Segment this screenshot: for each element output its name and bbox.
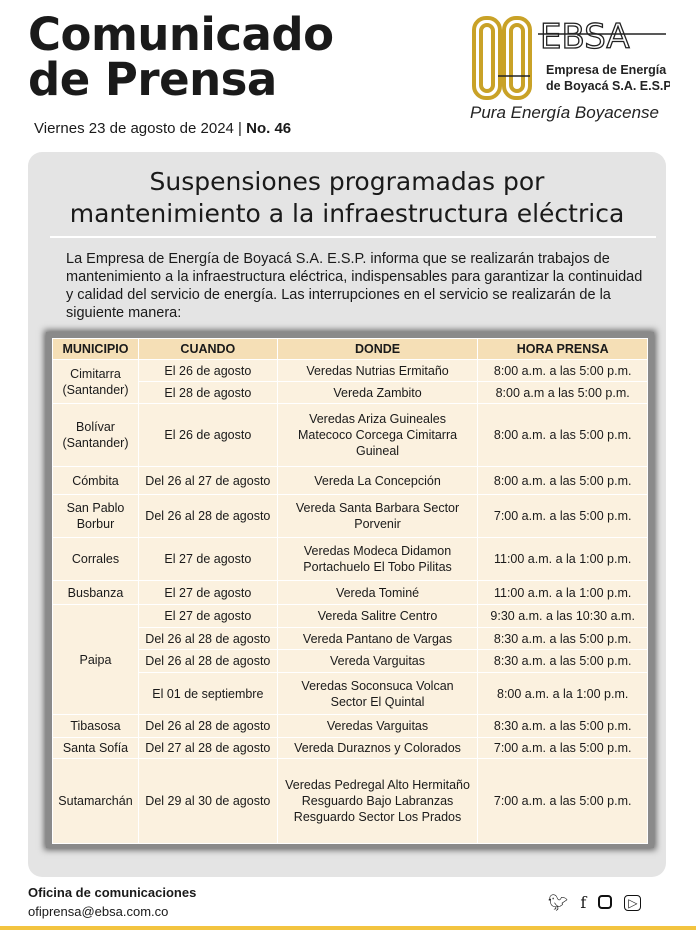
- cell-cuando: El 27 de agosto: [138, 605, 277, 628]
- table-row: [53, 538, 648, 581]
- cell-hora: 7:00 a.m. a las 5:00 p.m.: [478, 738, 648, 759]
- cell-hora: 11:00 a.m. a la 1:00 p.m.: [478, 538, 648, 581]
- cell-cuando: El 26 de agosto: [138, 404, 277, 467]
- cell-donde: Veredas Varguitas: [277, 715, 478, 738]
- cell-municipio: Sutamarchán: [53, 759, 139, 844]
- table-row: [53, 382, 648, 404]
- table-header-row: [53, 339, 648, 360]
- cell-hora: 8:00 a.m. a las 5:00 p.m.: [478, 404, 648, 467]
- table-row: [53, 360, 648, 382]
- logo-brand: EBSA: [540, 17, 630, 57]
- accent-bar: [0, 926, 696, 930]
- date: Viernes 23 de agosto de 2024 |: [34, 120, 242, 137]
- cell-cuando: El 27 de agosto: [138, 581, 277, 605]
- cell-hora: 8:30 a.m. a las 5:00 p.m.: [478, 650, 648, 673]
- cell-donde: Veredas Modeca Didamon Portachuelo El Tobo Pilitas: [277, 538, 478, 581]
- cell-municipio: Santa Sofía: [53, 738, 139, 759]
- cell-hora: 11:00 a.m. a la 1:00 p.m.: [478, 581, 648, 605]
- cell-donde: Vereda Santa Barbara Sector Porvenir: [277, 495, 478, 538]
- table-row: [53, 467, 648, 495]
- office-name: Oficina de comunicaciones: [28, 885, 197, 900]
- divider: [50, 236, 656, 238]
- heading: [28, 166, 666, 230]
- ebsa-logo-mark: [470, 14, 670, 134]
- table-row: [53, 581, 648, 605]
- cell-hora: 8:00 a.m. a la 1:00 p.m.: [478, 673, 648, 715]
- table-row: [53, 759, 648, 844]
- header-cuando: CUANDO: [138, 339, 277, 360]
- table-row: [53, 673, 648, 715]
- cell-cuando: Del 27 al 28 de agosto: [138, 738, 277, 759]
- heading-line-2: mantenimiento a la infraestructura eléctrica: [69, 199, 625, 228]
- cell-donde: Veredas Soconsuca Volcan Sector El Quintal: [277, 673, 478, 715]
- twitter-icon[interactable]: 🐦︎: [548, 895, 569, 912]
- cell-hora: 8:00 a.m. a las 5:00 p.m.: [478, 360, 648, 382]
- cell-municipio: Corrales: [53, 538, 139, 581]
- cell-cuando: El 26 de agosto: [138, 360, 277, 382]
- cell-municipio: Cimitarra (Santander): [53, 360, 139, 404]
- cell-donde: Vereda Pantano de Vargas: [277, 628, 478, 650]
- cell-cuando: Del 26 al 28 de agosto: [138, 495, 277, 538]
- cell-donde: Veredas Nutrias Ermitaño: [277, 360, 478, 382]
- header-municipio: MUNICIPIO: [53, 339, 139, 360]
- title-line-2: de Prensa: [28, 53, 277, 106]
- cell-hora: 8:00 a.m a las 5:00 p.m.: [478, 382, 648, 404]
- cell-municipio: Tibasosa: [53, 715, 139, 738]
- cell-hora: 8:30 a.m. a las 5:00 p.m.: [478, 715, 648, 738]
- cell-cuando: Del 26 al 28 de agosto: [138, 650, 277, 673]
- table-row: [53, 715, 648, 738]
- cell-hora: 7:00 a.m. a las 5:00 p.m.: [478, 759, 648, 844]
- cell-cuando: Del 26 al 28 de agosto: [138, 628, 277, 650]
- table-row: [53, 404, 648, 467]
- cell-donde: Veredas Ariza Guineales Matecoco Corcega Cimitarra Guineal: [277, 404, 478, 467]
- cell-hora: 7:00 a.m. a las 5:00 p.m.: [478, 495, 648, 538]
- table-row: [53, 628, 648, 650]
- cell-donde: Vereda La Concepción: [277, 467, 478, 495]
- cell-hora: 9:30 a.m. a las 10:30 a.m.: [478, 605, 648, 628]
- cell-hora: 8:00 a.m. a las 5:00 p.m.: [478, 467, 648, 495]
- social-links: [548, 893, 641, 913]
- ebsa-logo: [470, 14, 670, 134]
- cell-municipio: Cómbita: [53, 467, 139, 495]
- cell-cuando: Del 29 al 30 de agosto: [138, 759, 277, 844]
- cell-cuando: El 28 de agosto: [138, 382, 277, 404]
- cell-donde: Veredas Pedregal Alto Hermitaño Resguardo Bajo Labranzas Resguardo Sector Los Prados: [277, 759, 478, 844]
- cell-donde: Vereda Duraznos y Colorados: [277, 738, 478, 759]
- cell-cuando: Del 26 al 28 de agosto: [138, 715, 277, 738]
- cell-hora: 8:30 a.m. a las 5:00 p.m.: [478, 628, 648, 650]
- header-hora: HORA PRENSA: [478, 339, 648, 360]
- table-row: [53, 495, 648, 538]
- issue-number: No. 46: [246, 120, 292, 137]
- intro-paragraph: La Empresa de Energía de Boyacá S.A. E.S.P. informa que se realizarán trabajos de mantenimiento a la infraestructura eléctrica, indispensables para garantizar la continuidad y calidad del servicio de energía. Las interrupciones en el servicio se realizarán de la siguiente manera:: [66, 251, 643, 321]
- svg-text:Empresa de Energía: Empresa de Energía: [546, 63, 667, 77]
- table-row: [53, 605, 648, 628]
- header-donde: DONDE: [277, 339, 478, 360]
- date-line: [34, 120, 291, 137]
- table-row: [53, 650, 648, 673]
- heading-line-1: Suspensiones programadas por: [149, 167, 545, 196]
- cell-municipio: San Pablo Borbur: [53, 495, 139, 538]
- schedule-table: [52, 338, 648, 844]
- cell-municipio: Bolívar (Santander): [53, 404, 139, 467]
- cell-municipio: Paipa: [53, 605, 139, 715]
- svg-text:de Boyacá S.A. E.S.P.: de Boyacá S.A. E.S.P.: [546, 79, 670, 93]
- cell-donde: Vereda Varguitas: [277, 650, 478, 673]
- facebook-icon[interactable]: f: [580, 893, 587, 912]
- title-line-1: Comunicado: [28, 8, 334, 61]
- cell-donde: Vereda Salitre Centro: [277, 605, 478, 628]
- youtube-icon[interactable]: ▷: [624, 895, 641, 911]
- cell-cuando: Del 26 al 27 de agosto: [138, 467, 277, 495]
- cell-cuando: El 27 de agosto: [138, 538, 277, 581]
- table-row: [53, 738, 648, 759]
- email-link[interactable]: ofiprensa@ebsa.com.co: [28, 904, 169, 919]
- cell-cuando: El 01 de septiembre: [138, 673, 277, 715]
- instagram-icon[interactable]: [598, 895, 612, 909]
- svg-text:Pura Energía Boyacense: Pura Energía Boyacense: [470, 103, 660, 122]
- cell-donde: Vereda Tominé: [277, 581, 478, 605]
- cell-municipio: Busbanza: [53, 581, 139, 605]
- page-title: [28, 8, 334, 106]
- cell-donde: Vereda Zambito: [277, 382, 478, 404]
